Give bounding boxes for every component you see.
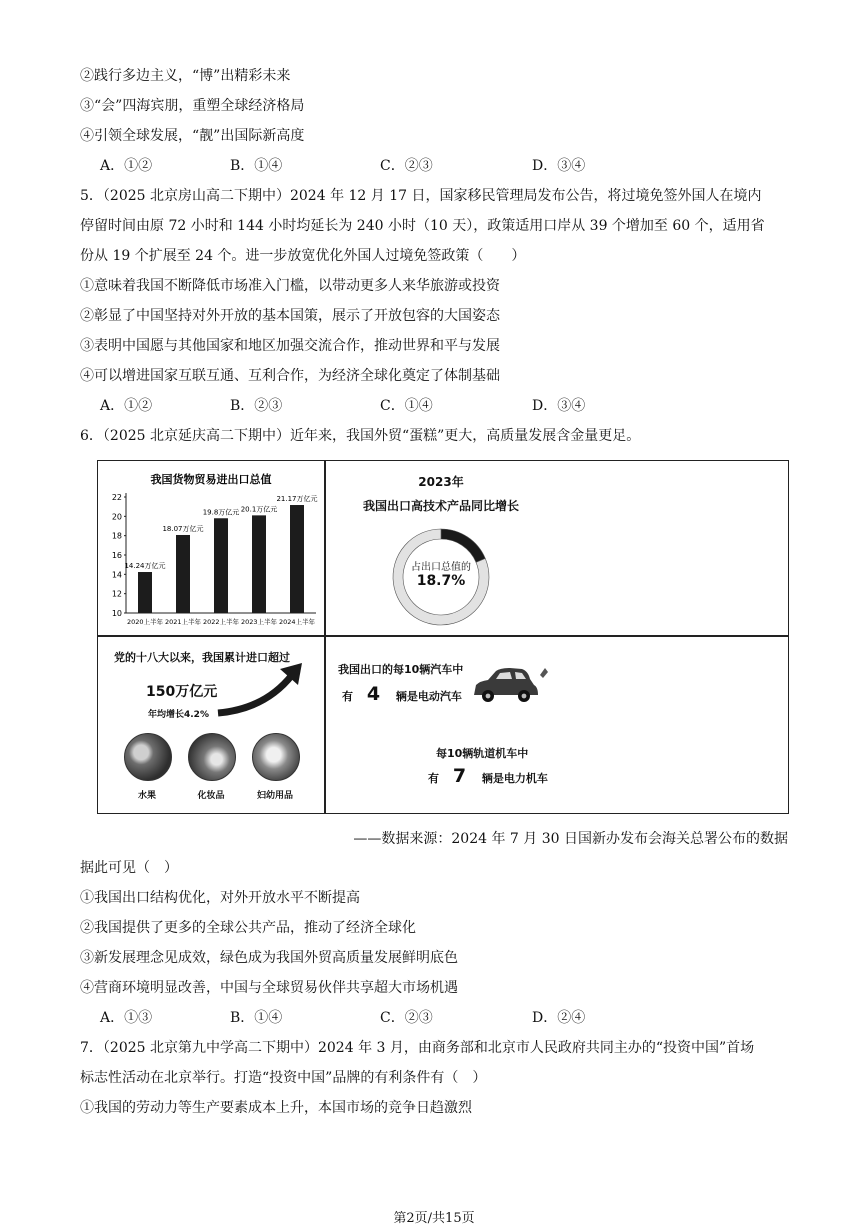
page-footer: 第2页/共15页 [393,1211,475,1226]
q5-statement-1: ①意味着我国不断降低市场准入门槛，以带动更多人来华旅游或投资 [80,278,500,294]
y-tick-label: 22 [111,493,122,502]
bar [290,505,304,613]
q7-stem-line-2: 标志性活动在北京举行。打造“投资中国”品牌的有利条件有（ ） [80,1070,487,1086]
cars-line-2 [342,683,462,705]
locomotives-line-1: 每10辆轨道机车中 [436,747,529,760]
locomotives-number: 7 [452,765,467,787]
donut-subtitle: 我国出口高技术产品同比增长 [362,499,519,513]
q5-statement-4: ④可以增进国家互联互通、互利合作，为经济全球化奠定了体制基础 [80,368,500,384]
option-b[interactable]: B．①④ [230,158,283,174]
baby-products-label: 妇幼用品 [256,791,293,801]
imports-amount: 150万亿元 [146,684,218,700]
option-b[interactable]: B．①④ [230,1010,283,1026]
bar-value-label: 20.1万亿元 [240,505,278,514]
q6-statement-3: ③新发展理念见成效，绿色成为我国外贸高质量发展鲜明底色 [80,950,458,966]
cars-line-1: 我国出口的每10辆汽车中 [338,663,464,676]
cars-suffix: 辆是电动汽车 [395,690,462,703]
option-a[interactable]: A．①② [100,158,153,174]
y-tick-label: 18 [111,531,122,541]
x-tick-label: 2024上半年 [278,618,316,626]
q5-stem-line-2: 停留时间由原 72 小时和 144 小时均延长为 240 小时（10 天），政策适用口岸从 39 个增加至 60 个，适用省 [80,218,765,234]
bar-value-label: 21.17万亿元 [276,495,318,504]
data-source: ——数据来源：2024 年 7 月 30 日国新办发布会海关总署公布的数据 [353,831,788,847]
bar [176,535,190,613]
electric-car-icon [470,665,550,705]
statement-4: ④引领全球发展，“靓”出国际新高度 [80,128,305,144]
q6-statement-1: ①我国出口结构优化，对外开放水平不断提高 [80,890,360,906]
option-a[interactable]: A．①③ [100,1010,153,1026]
q5-statement-2: ②彰显了中国坚持对外开放的基本国策，展示了开放包容的大国姿态 [80,308,500,324]
hightech-panel [326,461,788,635]
baby-products-icon [252,733,300,781]
imports-panel [98,637,324,813]
q5-stem-line-3: 份从 19 个扩展至 24 个。进一步放宽优化外国人过境免签政策（ ） [80,248,526,264]
trend-arrow-icon [210,659,310,719]
bar-value-label: 14.24万亿元 [124,562,166,571]
y-tick-label: 12 [111,589,122,599]
fruit-icon [124,733,172,781]
locomotives-suffix: 辆是电力机车 [481,772,548,785]
locomotives-line-2 [428,765,548,787]
option-d[interactable]: D．③④ [532,398,586,414]
locomotives-prefix: 有 [428,772,439,785]
statement-3: ③“会”四海宾朋，重塑全球经济格局 [80,98,305,114]
statement-2: ②践行多边主义，“博”出精彩未来 [80,68,291,84]
bar [214,518,228,613]
q7-statement-1: ①我国的劳动力等生产要素成本上升，本国市场的竞争日趋激烈 [80,1100,472,1116]
q6-statement-2: ②我国提供了更多的全球公共产品，推动了经济全球化 [80,920,416,936]
y-tick-label: 14 [111,570,122,580]
x-tick-label: 2022上半年 [202,618,240,626]
imports-title: 党的十八大以来，我国累计进口超过 [114,651,290,664]
option-c[interactable]: C．②③ [380,158,433,174]
donut-center-value: 18.7% [416,573,466,589]
bar [138,572,152,613]
q6-prompt: 据此可见（ ） [80,860,178,876]
y-tick-label: 16 [111,551,122,560]
x-tick-label: 2020上半年 [126,618,164,626]
option-a[interactable]: A．①② [100,398,153,414]
bar-value-label: 19.8万亿元 [202,508,240,517]
donut-title: 2023年 [418,475,464,489]
trade-bar-chart [98,461,324,635]
x-tick-label: 2023上半年 [240,618,278,626]
fruit-label: 水果 [137,791,156,801]
q7-stem-line-1: 7．（2025 北京第九中学高二下期中）2024 年 3 月，由商务部和北京市人民政府共同主办的“投资中国”首场 [80,1040,755,1056]
cars-prefix: 有 [342,690,353,703]
y-tick-label: 10 [111,609,122,618]
q5-statement-3: ③表明中国愿与其他国家和地区加强交流合作，推动世界和平与发展 [80,338,500,354]
bar [252,515,266,613]
q5-stem-line-1: 5．（2025 北京房山高二下期中）2024 年 12 月 17 日，国家移民管理局发布公告，将过境免签外国人在境内 [80,188,762,204]
option-b[interactable]: B．②③ [230,398,283,414]
q6-infographic [97,460,789,814]
cosmetics-icon [188,733,236,781]
vehicles-panel [326,637,788,813]
cars-number: 4 [366,683,381,705]
option-c[interactable]: C．①④ [380,398,433,414]
option-d[interactable]: D．③④ [532,158,586,174]
cosmetics-label: 化妆品 [197,791,225,801]
bar-value-label: 18.07万亿元 [162,524,204,533]
y-tick-label: 20 [111,512,122,522]
option-d[interactable]: D．②④ [532,1010,586,1026]
imports-growth: 年均增长4.2% [148,710,209,720]
x-tick-label: 2021上半年 [164,618,202,626]
donut-center-label: 占出口总值的 [411,562,471,573]
option-c[interactable]: C．②③ [380,1010,433,1026]
q6-stem: 6．（2025 北京延庆高二下期中）近年来，我国外贸“蛋糕”更大，高质量发展含金量更足。 [80,428,641,444]
q6-statement-4: ④营商环境明显改善，中国与全球贸易伙伴共享超大市场机遇 [80,980,458,996]
bar-chart-title: 我国货物贸易进出口总值 [150,473,272,486]
